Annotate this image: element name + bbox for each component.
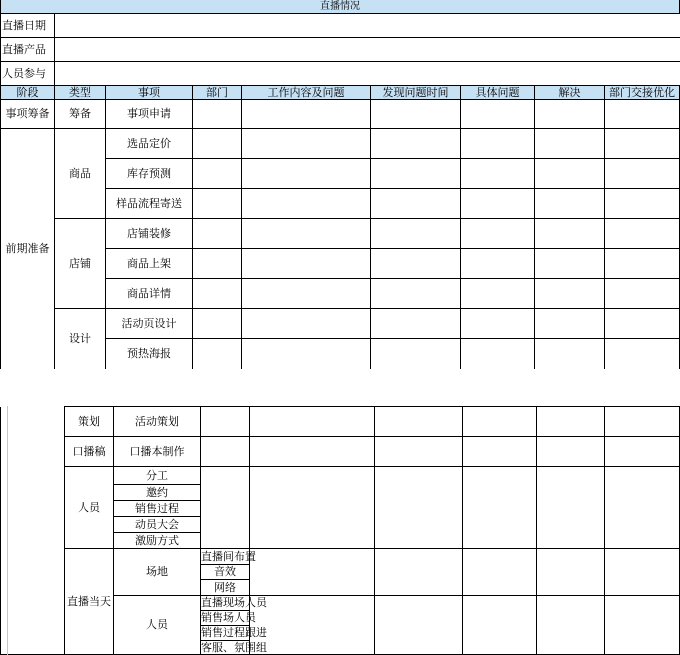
col-header-handover[interactable]: 部门交接优化 bbox=[605, 86, 680, 100]
item-cell[interactable]: 商品详情 bbox=[106, 279, 193, 309]
col-header-dept[interactable]: 部门 bbox=[193, 86, 242, 100]
item-cell[interactable]: 商品上架 bbox=[106, 249, 193, 279]
type-cell-design[interactable]: 设计 bbox=[55, 309, 106, 369]
info-value-people[interactable] bbox=[55, 62, 680, 86]
table-row bbox=[1, 549, 680, 596]
staff2-items-cell bbox=[201, 596, 267, 655]
row-gutter-line bbox=[7, 406, 8, 655]
info-label-people[interactable]: 人员参与 bbox=[1, 62, 55, 86]
info-value-product[interactable] bbox=[55, 38, 680, 62]
table-row bbox=[1, 437, 680, 467]
info-row-date bbox=[1, 14, 680, 38]
type-cell-staff[interactable]: 人员 bbox=[65, 467, 114, 549]
table-row bbox=[1, 407, 680, 437]
item-cell[interactable]: 活动页设计 bbox=[106, 309, 193, 339]
type-cell-goods[interactable]: 商品 bbox=[55, 129, 106, 219]
item-cell[interactable]: 音效 bbox=[201, 565, 249, 580]
type-cell-plan[interactable]: 策划 bbox=[65, 407, 114, 437]
item-cell[interactable]: 销售场人员 bbox=[201, 611, 256, 624]
venue-items-cell bbox=[201, 549, 256, 596]
staff-items-cell bbox=[114, 467, 201, 549]
item-cell[interactable]: 动员大会 bbox=[114, 517, 200, 533]
item-cell[interactable]: 直播间布置 bbox=[201, 550, 256, 563]
item-cell[interactable]: 销售过程 bbox=[114, 501, 200, 517]
item-cell[interactable]: 预热海报 bbox=[106, 339, 193, 369]
table-row bbox=[1, 309, 680, 339]
item-cell[interactable]: 激励方式 bbox=[135, 534, 179, 547]
item-cell[interactable]: 选品定价 bbox=[106, 129, 193, 159]
item-cell[interactable]: 活动策划 bbox=[114, 407, 201, 437]
item-cell[interactable]: 邀约 bbox=[114, 485, 200, 501]
item-cell[interactable]: 直播现场人员 bbox=[201, 596, 267, 609]
stage-cell-live[interactable]: 直播当天 bbox=[65, 549, 114, 655]
title-row bbox=[1, 0, 680, 14]
stage-cell-early-cont[interactable] bbox=[1, 407, 65, 655]
section-gap bbox=[0, 376, 679, 406]
item-cell[interactable]: 库存预测 bbox=[106, 159, 193, 189]
col-header-problem[interactable]: 具体问题 bbox=[461, 86, 535, 100]
item-cell[interactable]: 客服、氛围组 bbox=[201, 641, 267, 654]
stage-cell-prep[interactable]: 事项筹备 bbox=[1, 100, 55, 129]
col-header-stage[interactable]: 阶段 bbox=[1, 86, 55, 100]
type-cell-script[interactable]: 口播稿 bbox=[65, 437, 114, 467]
info-value-date[interactable] bbox=[55, 14, 680, 38]
item-cell[interactable]: 店铺装修 bbox=[106, 219, 193, 249]
type-cell-staff2[interactable]: 人员 bbox=[114, 596, 201, 655]
item-cell[interactable]: 网络 bbox=[214, 581, 236, 594]
type-cell-prep[interactable]: 筹备 bbox=[55, 100, 106, 129]
column-header-row bbox=[1, 86, 680, 100]
table-row bbox=[1, 129, 680, 159]
item-cell[interactable]: 事项申请 bbox=[106, 100, 193, 129]
col-header-solution[interactable]: 解决 bbox=[535, 86, 605, 100]
stage-cell-early[interactable]: 前期准备 bbox=[1, 129, 55, 369]
table-row bbox=[1, 219, 680, 249]
item-cell[interactable]: 口播本制作 bbox=[114, 437, 201, 467]
col-header-type[interactable]: 类型 bbox=[55, 86, 106, 100]
type-cell-store[interactable]: 店铺 bbox=[55, 219, 106, 309]
item-cell[interactable]: 分工 bbox=[114, 467, 200, 485]
table-row bbox=[1, 467, 680, 549]
col-header-found-time[interactable]: 发现问题时间 bbox=[371, 86, 461, 100]
live-broadcast-sheet-part2 bbox=[0, 406, 680, 655]
type-cell-venue[interactable]: 场地 bbox=[114, 549, 201, 596]
item-cell[interactable]: 样品流程寄送 bbox=[106, 189, 193, 219]
table-row bbox=[1, 100, 680, 129]
col-header-item[interactable]: 事项 bbox=[106, 86, 193, 100]
sheet-title[interactable]: 直播情况 bbox=[1, 0, 680, 14]
col-header-work[interactable]: 工作内容及问题 bbox=[242, 86, 371, 100]
info-label-product[interactable]: 直播产品 bbox=[1, 38, 55, 62]
item-cell[interactable]: 销售过程跟进 bbox=[201, 626, 267, 639]
info-label-date[interactable]: 直播日期 bbox=[1, 14, 55, 38]
info-row-product bbox=[1, 38, 680, 62]
info-row-people bbox=[1, 62, 680, 86]
